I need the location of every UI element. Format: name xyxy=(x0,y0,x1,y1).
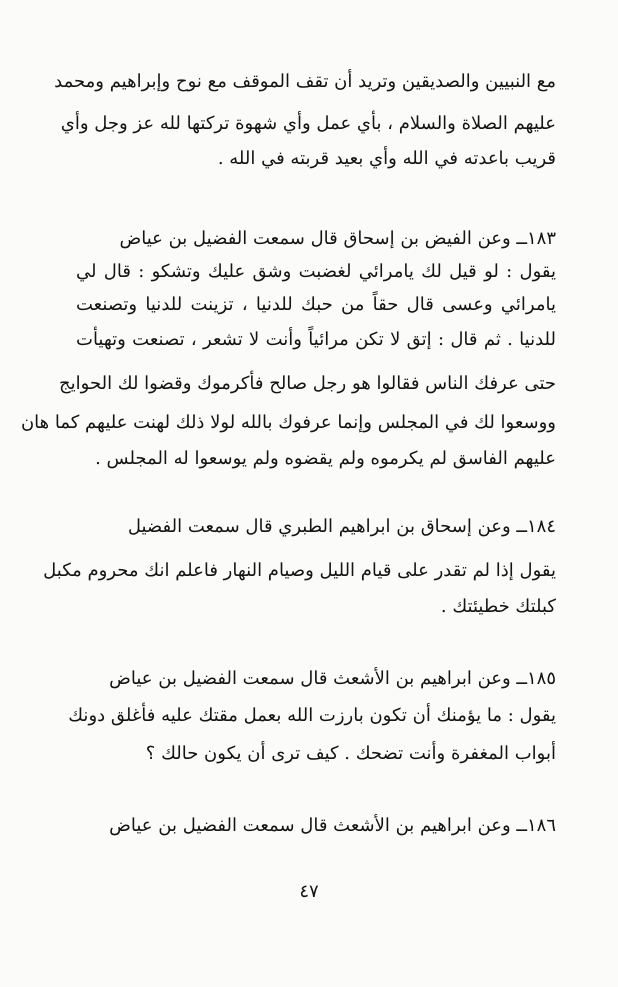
text-line: عليهم الصلاة والسلام ، بأي عمل وأي شهوة تركتها لله عز وجل وأي xyxy=(60,113,556,134)
text-line: يقول إذا لم تقدر على قيام الليل وصيام النهار فاعلم انك محروم مكبل xyxy=(43,560,556,581)
text-line: يامرائي وعسى قال حقاً من حبك للدنيا ، تزينت للدنيا وتصنعت xyxy=(76,294,556,315)
numbered-entry-heading: ١٨٣ــ وعن الفيض بن إسحاق قال سمعت الفضيل بن عياض xyxy=(119,228,556,249)
text-line: ووسعوا لك في المجلس وإنما عرفوك بالله لولا ذلك لهنت عليهم كما هان xyxy=(20,412,556,433)
text-line: حتى عرفك الناس فقالوا هو رجل صالح فأكرموك وقضوا لك الحوايج xyxy=(59,373,556,394)
text-line: يقول : ما يؤمنك أن تكون بارزت الله بعمل مقتك عليه فأغلق دونك xyxy=(68,705,556,726)
text-line: مع النبيين والصديقين وتريد أن تقف الموقف مع نوح وإبراهيم ومحمد xyxy=(54,71,556,92)
page-number: ٤٧ xyxy=(299,881,319,902)
text-line: أبواب المغفرة وأنت تضحك . كيف ترى أن يكون حالك ؟ xyxy=(145,743,556,764)
text-line: يقول : لو قيل لك يامرائي لغضبت وشق عليك وتشكو : قال لي xyxy=(76,261,556,282)
numbered-entry-heading: ١٨٤ــ وعن إسحاق بن ابراهيم الطبري قال سمعت الفضيل xyxy=(127,516,556,537)
text-line: للدنيا . ثم قال : إتق لا تكن مرائياً وأنت لا تشعر ، تصنعت وتهيأت xyxy=(76,329,556,350)
numbered-entry-heading: ١٨٦ــ وعن ابراهيم بن الأشعث قال سمعت الفضيل بن عياض xyxy=(109,815,556,836)
text-line: عليهم الفاسق لم يكرموه ولم يقضوه ولم يوسعوا له المجلس . xyxy=(95,448,556,469)
text-line: كبلتك خطيئتك . xyxy=(440,596,556,617)
numbered-entry-heading: ١٨٥ــ وعن ابراهيم بن الأشعث قال سمعت الفضيل بن عياض xyxy=(109,668,556,689)
text-line: قريب باعدته في الله وأي بعيد قربته في الله . xyxy=(217,148,556,169)
